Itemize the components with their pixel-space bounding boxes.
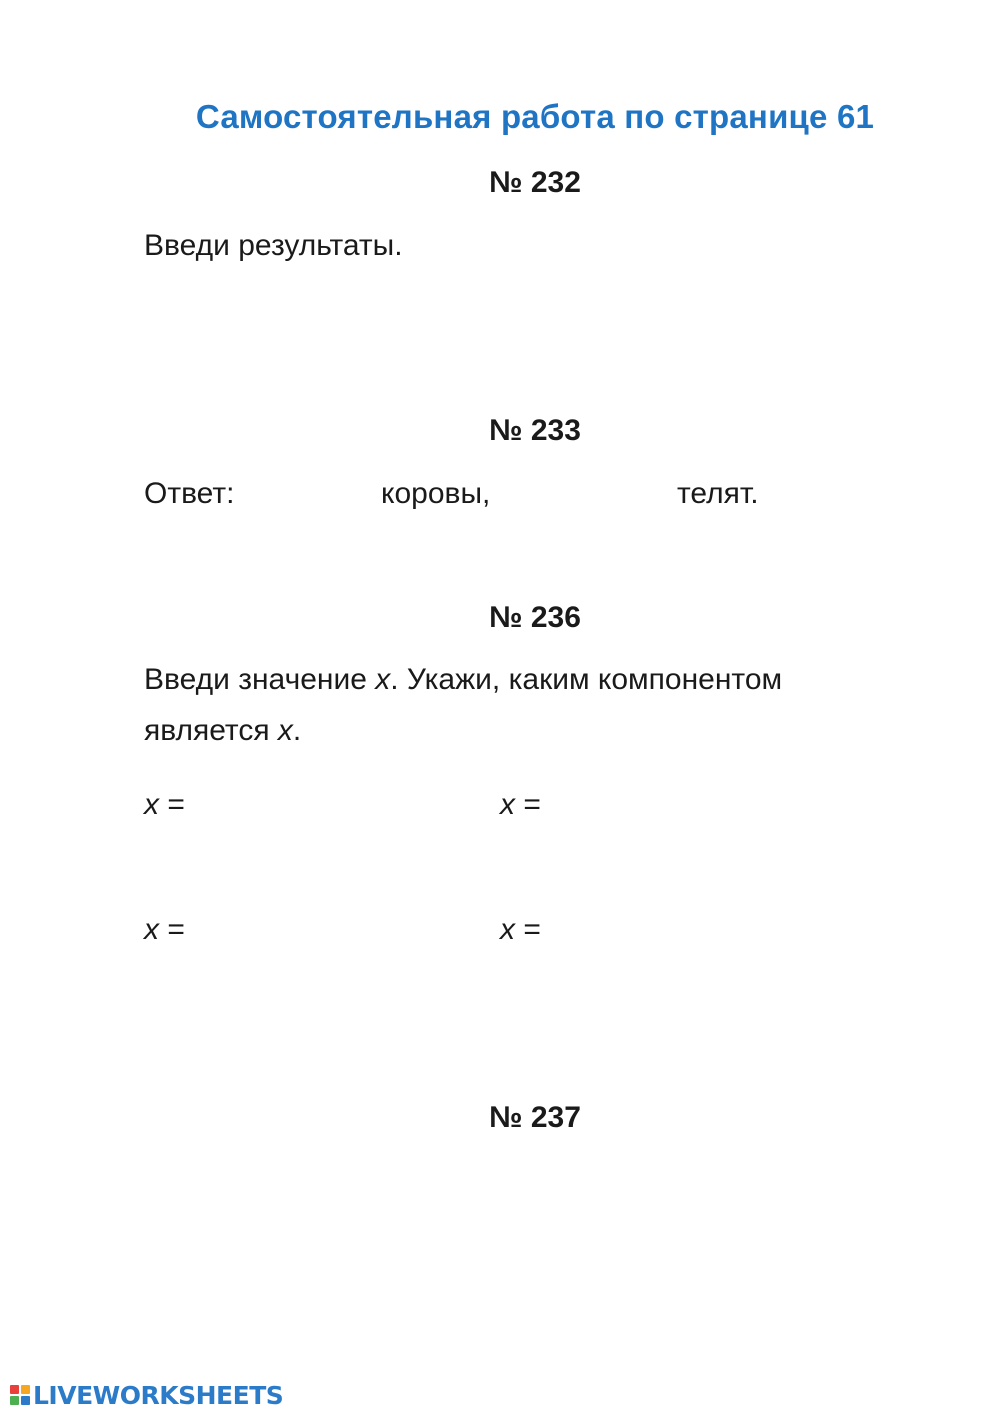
x-equals-label-4: x = [500, 913, 541, 946]
logo-blocks-icon [10, 1385, 30, 1405]
x-equals-label-1: x = [144, 788, 185, 821]
exercise-232-number: № 232 [489, 166, 581, 199]
logo-block-green [10, 1396, 19, 1405]
cows-label: коровы, [381, 477, 491, 510]
calves-label: телят. [677, 477, 759, 510]
exercise-236-instruction-line1: Введи значение x. Укажи, каким компонентом [144, 663, 783, 696]
page-title: Самостоятельная работа по странице 61 [195, 98, 875, 135]
logo-block-orange [21, 1385, 30, 1394]
exercise-237-number: № 237 [489, 1101, 581, 1134]
logo-text: LIVEWORKSHEETS [33, 1380, 284, 1410]
liveworksheets-logo[interactable] [10, 1380, 283, 1410]
answer-label: Ответ: [144, 477, 235, 510]
exercise-236-instruction-line2: является x. [144, 714, 302, 747]
x-equals-label-3: x = [144, 913, 185, 946]
exercise-232-instruction: Введи результаты. [144, 229, 403, 262]
x-equals-label-2: x = [500, 788, 541, 821]
logo-block-blue [21, 1396, 30, 1405]
logo-block-red [10, 1385, 19, 1394]
exercise-233-number: № 233 [489, 414, 581, 447]
exercise-236-number: № 236 [489, 601, 581, 634]
